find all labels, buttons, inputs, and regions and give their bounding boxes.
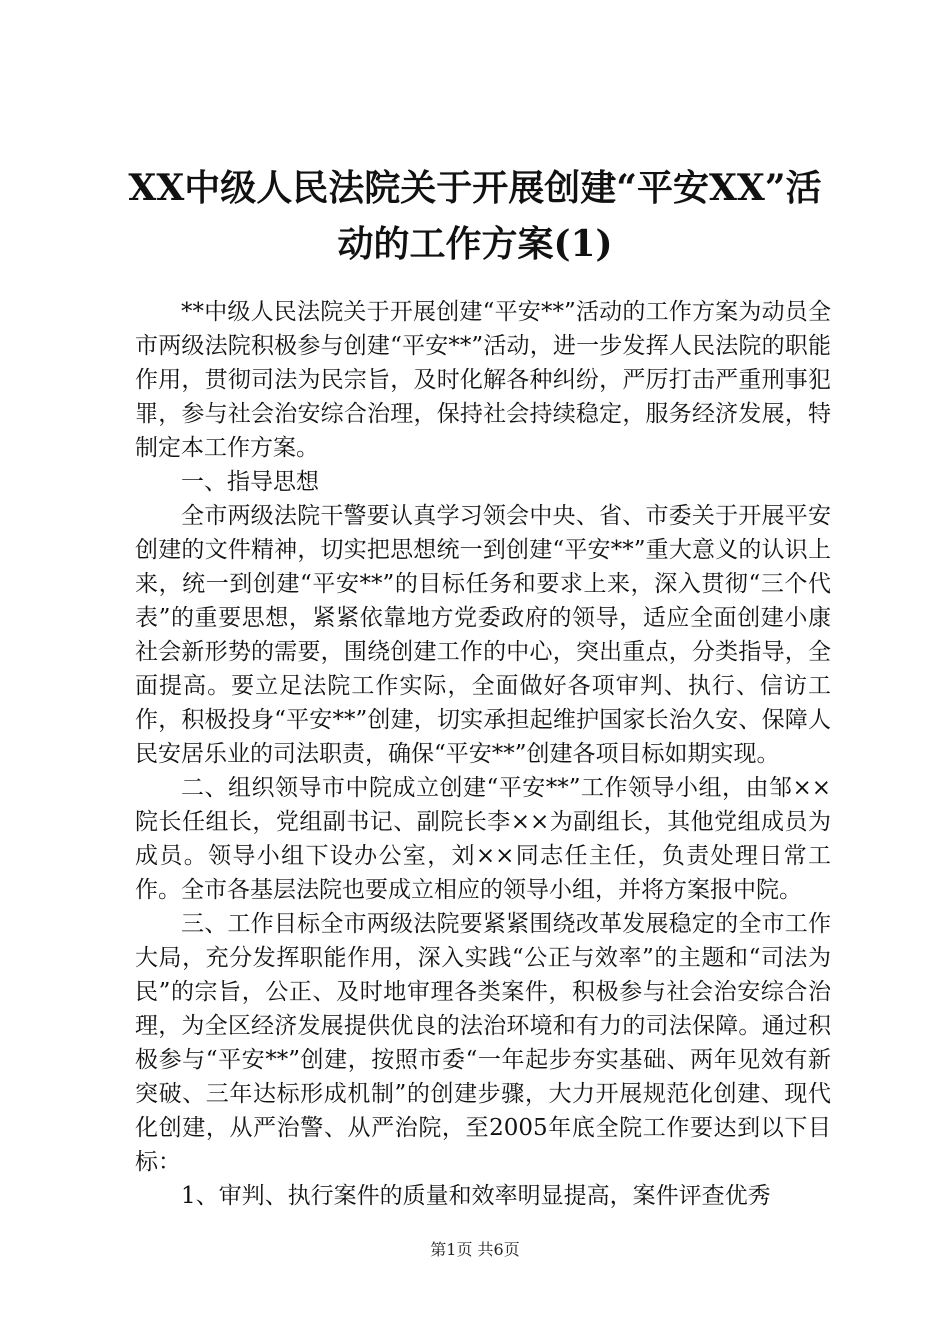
paragraph-organization-leadership: 二、组织领导市中院成立创建“平安**”工作领导小组，由邹××院长任组长，党组副书记、副院长李××为副组长，其他党组成员为成员。领导小组下设办公室，刘××同志任主任，负责处理日常工作。全市各基层法院也要成立相应的领导小组，并将方案报中院。 bbox=[135, 775, 831, 903]
paragraph-guiding-thought: 全市两级法院干警要认真学习领会中央、省、市委关于开展平安创建的文件精神，切实把思想统一到创建“平安**”重大意义的认识上来，统一到创建“平安**”的目标任务和要求上来，深入贯彻“三个代表”的重要思想，紧紧依靠地方党委政府的领导，适应全面创建小康社会新形势的需要，围绕创建工作的中心，突出重点，分类指导，全面提高。要立足法院工作实际，全面做好各项审判、执行、信访工作，积极投身“平安**”创建，切实承担起维护国家长治久安、保障人民安居乐业的司法职责，确保“平安**”创建各项目标如期实现。 bbox=[135, 503, 831, 767]
paragraph-work-goals: 三、工作目标全市两级法院要紧紧围绕改革发展稳定的全市工作大局，充分发挥职能作用，深入实践“公正与效率”的主题和“司法为民”的宗旨，公正、及时地审理各类案件，积极参与社会治安综合治理，为全区经济发展提供优良的法治环境和有力的司法保障。通过积极参与“平安**”创建，按照市委“一年起步夯实基础、两年见效有新突破、三年达标形成机制”的创建步骤，大力开展规范化创建、现代化创建，从严治警、从严治院，至2005年底全院工作要达到以下目标： bbox=[135, 911, 831, 1175]
section-heading-guiding-thought: 一、指导思想 bbox=[181, 469, 319, 495]
paragraph-goal-item-1: 1、审判、执行案件的质量和效率明显提高，案件评查优秀 bbox=[181, 1183, 771, 1209]
page-footer: 第1页 共6页 bbox=[430, 1240, 520, 1259]
document-title: XX中级人民法院关于开展创建“平安XX”活动的工作方案(1) bbox=[128, 167, 822, 265]
paragraph-intro: **中级人民法院关于开展创建“平安**”活动的工作方案为动员全市两级法院积极参与创建“平安**”活动，进一步发挥人民法院的职能作用，贯彻司法为民宗旨，及时化解各种纠纷，严厉打击严重刑事犯罪，参与社会治安综合治理，保持社会持续稳定，服务经济发展，特制定本工作方案。 bbox=[135, 299, 831, 461]
document-body bbox=[135, 295, 831, 1213]
